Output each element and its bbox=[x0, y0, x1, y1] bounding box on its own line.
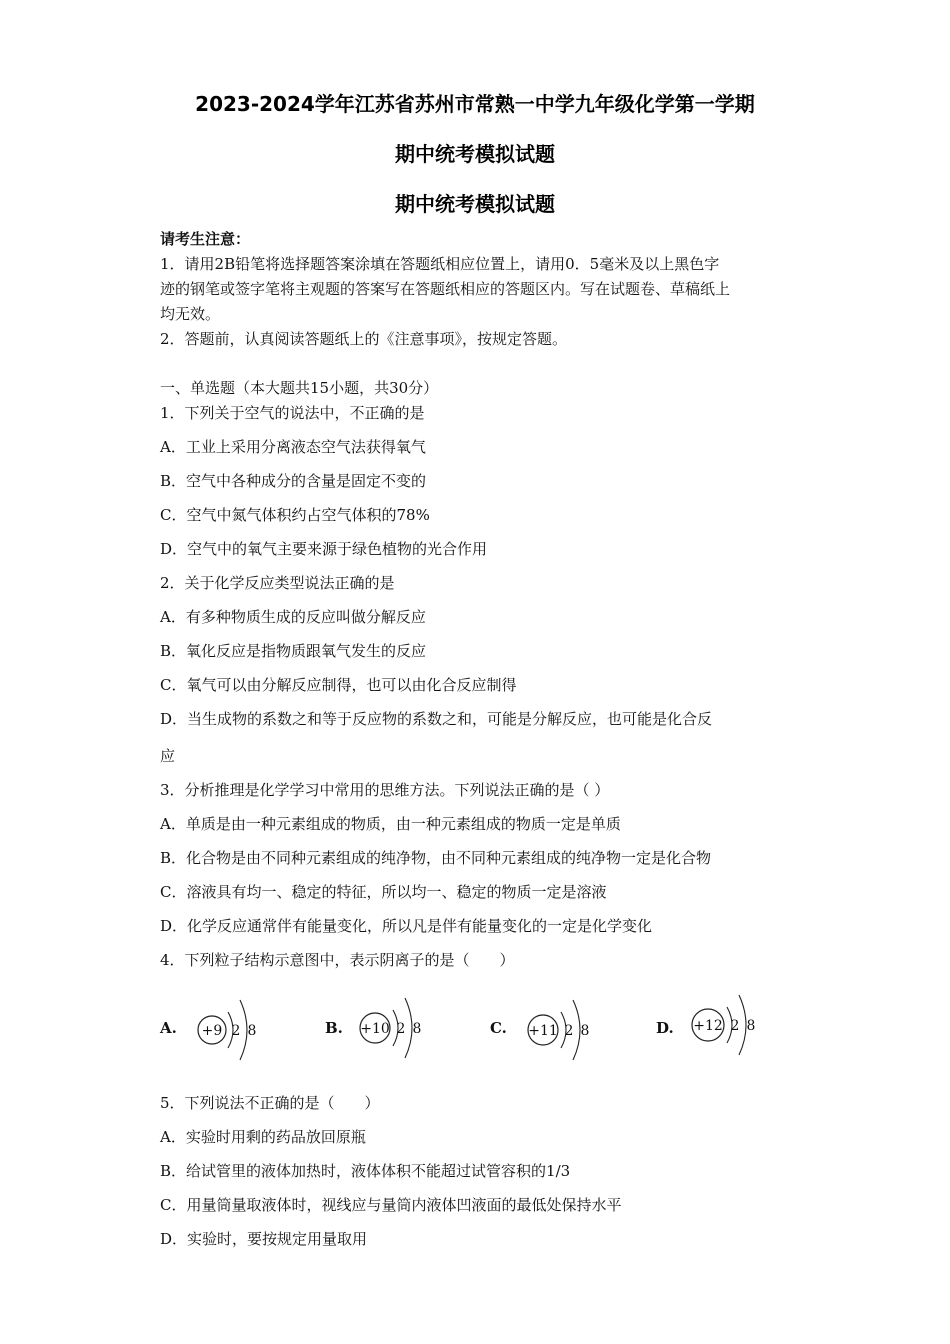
shell2-electrons: 8 bbox=[247, 1023, 257, 1039]
q4-option-a-atom-diagram bbox=[192, 990, 272, 1070]
shell2-electrons: 8 bbox=[412, 1021, 422, 1037]
exam-title-line1: 2023-2024学年江苏省苏州市常熟一中学九年级化学第一学期 bbox=[195, 92, 755, 116]
notice-heading: 请考生注意： bbox=[160, 230, 251, 248]
shell1-electrons: 2 bbox=[564, 1023, 574, 1039]
notice-item2: 2．答题前，认真阅读答题纸上的《注意事项》，按规定答题。 bbox=[160, 330, 568, 348]
shell2-electrons: 8 bbox=[746, 1018, 756, 1034]
nucleus-charge: +12 bbox=[693, 1018, 723, 1034]
q1-option-a: A．工业上采用分离液态空气法获得氧气 bbox=[160, 438, 426, 456]
q3-option-c: C．溶液具有均一、稳定的特征，所以均一、稳定的物质一定是溶液 bbox=[160, 883, 607, 901]
q2-option-a: A．有多种物质生成的反应叫做分解反应 bbox=[160, 608, 426, 626]
q2-option-d-line2: 应 bbox=[160, 747, 176, 765]
shell2-electrons: 8 bbox=[580, 1023, 590, 1039]
q3-option-d: D．化学反应通常伴有能量变化，所以凡是伴有能量变化的一定是化学变化 bbox=[160, 917, 653, 935]
q4-option-b-atom-diagram bbox=[355, 988, 435, 1068]
q2-stem: 2．关于化学反应类型说法正确的是 bbox=[160, 574, 395, 592]
q4-option-b-label: B. bbox=[325, 1019, 343, 1037]
exam-title-line2: 期中统考模拟试题 bbox=[395, 142, 555, 166]
notice-item1-line3: 均无效。 bbox=[160, 305, 221, 323]
q2-option-b: B．氧化反应是指物质跟氧气发生的反应 bbox=[160, 642, 427, 660]
electron-shell-arc bbox=[405, 998, 412, 1058]
electron-shell-arc bbox=[573, 1000, 580, 1060]
q3-option-b: B．化合物是由不同种元素组成的纯净物，由不同种元素组成的纯净物一定是化合物 bbox=[160, 849, 712, 867]
electron-shell-arc bbox=[240, 1000, 247, 1060]
notice-item1-line1: 1．请用2B铅笔将选择题答案涂填在答题纸相应位置上，请用0．5毫米及以上黑色字 bbox=[160, 255, 720, 273]
shell1-electrons: 2 bbox=[231, 1023, 241, 1039]
q4-option-a-label: A. bbox=[160, 1019, 177, 1037]
electron-shell-arc bbox=[739, 995, 746, 1055]
shell1-electrons: 2 bbox=[396, 1021, 406, 1037]
section-heading: 一、单选题（本大题共15小题，共30分） bbox=[160, 379, 439, 397]
q5-option-c: C．用量筒量取液体时，视线应与量筒内液体凹液面的最低处保持水平 bbox=[160, 1196, 622, 1214]
q1-option-c: C．空气中氮气体积约占空气体积的78% bbox=[160, 506, 430, 524]
shell1-electrons: 2 bbox=[730, 1018, 740, 1034]
q4-option-c-atom-diagram bbox=[523, 990, 603, 1070]
q2-option-c: C．氧气可以由分解反应制得，也可以由化合反应制得 bbox=[160, 676, 517, 694]
q4-stem: 4．下列粒子结构示意图中，表示阴离子的是（ ） bbox=[160, 951, 515, 969]
notice-item1-line2: 迹的钢笔或签字笔将主观题的答案写在答题纸相应的答题区内。写在试题卷、草稿纸上 bbox=[160, 280, 731, 298]
q5-option-b: B．给试管里的液体加热时，液体体积不能超过试管容积的1/3 bbox=[160, 1162, 571, 1180]
q4-option-d-atom-diagram bbox=[688, 985, 768, 1065]
nucleus-charge: +9 bbox=[201, 1023, 223, 1039]
nucleus-charge: +10 bbox=[360, 1021, 390, 1037]
q4-option-d-label: D. bbox=[656, 1019, 674, 1037]
q1-option-d: D．空气中的氧气主要来源于绿色植物的光合作用 bbox=[160, 540, 488, 558]
q5-option-d: D．实验时，要按规定用量取用 bbox=[160, 1230, 368, 1248]
q3-option-a: A．单质是由一种元素组成的物质，由一种元素组成的物质一定是单质 bbox=[160, 815, 621, 833]
exam-title-line3: 期中统考模拟试题 bbox=[395, 192, 555, 216]
q2-option-d-line1: D．当生成物的系数之和等于反应物的系数之和，可能是分解反应，也可能是化合反 bbox=[160, 710, 713, 728]
q5-option-a: A．实验时用剩的药品放回原瓶 bbox=[160, 1128, 366, 1146]
q4-option-c-label: C. bbox=[490, 1019, 507, 1037]
q5-stem: 5．下列说法不正确的是（ ） bbox=[160, 1094, 380, 1112]
q3-stem: 3．分析推理是化学学习中常用的思维方法。下列说法正确的是（ ） bbox=[160, 781, 610, 799]
q1-stem: 1．下列关于空气的说法中，不正确的是 bbox=[160, 404, 425, 422]
nucleus-charge: +11 bbox=[528, 1023, 558, 1039]
q1-option-b: B．空气中各种成分的含量是固定不变的 bbox=[160, 472, 427, 490]
